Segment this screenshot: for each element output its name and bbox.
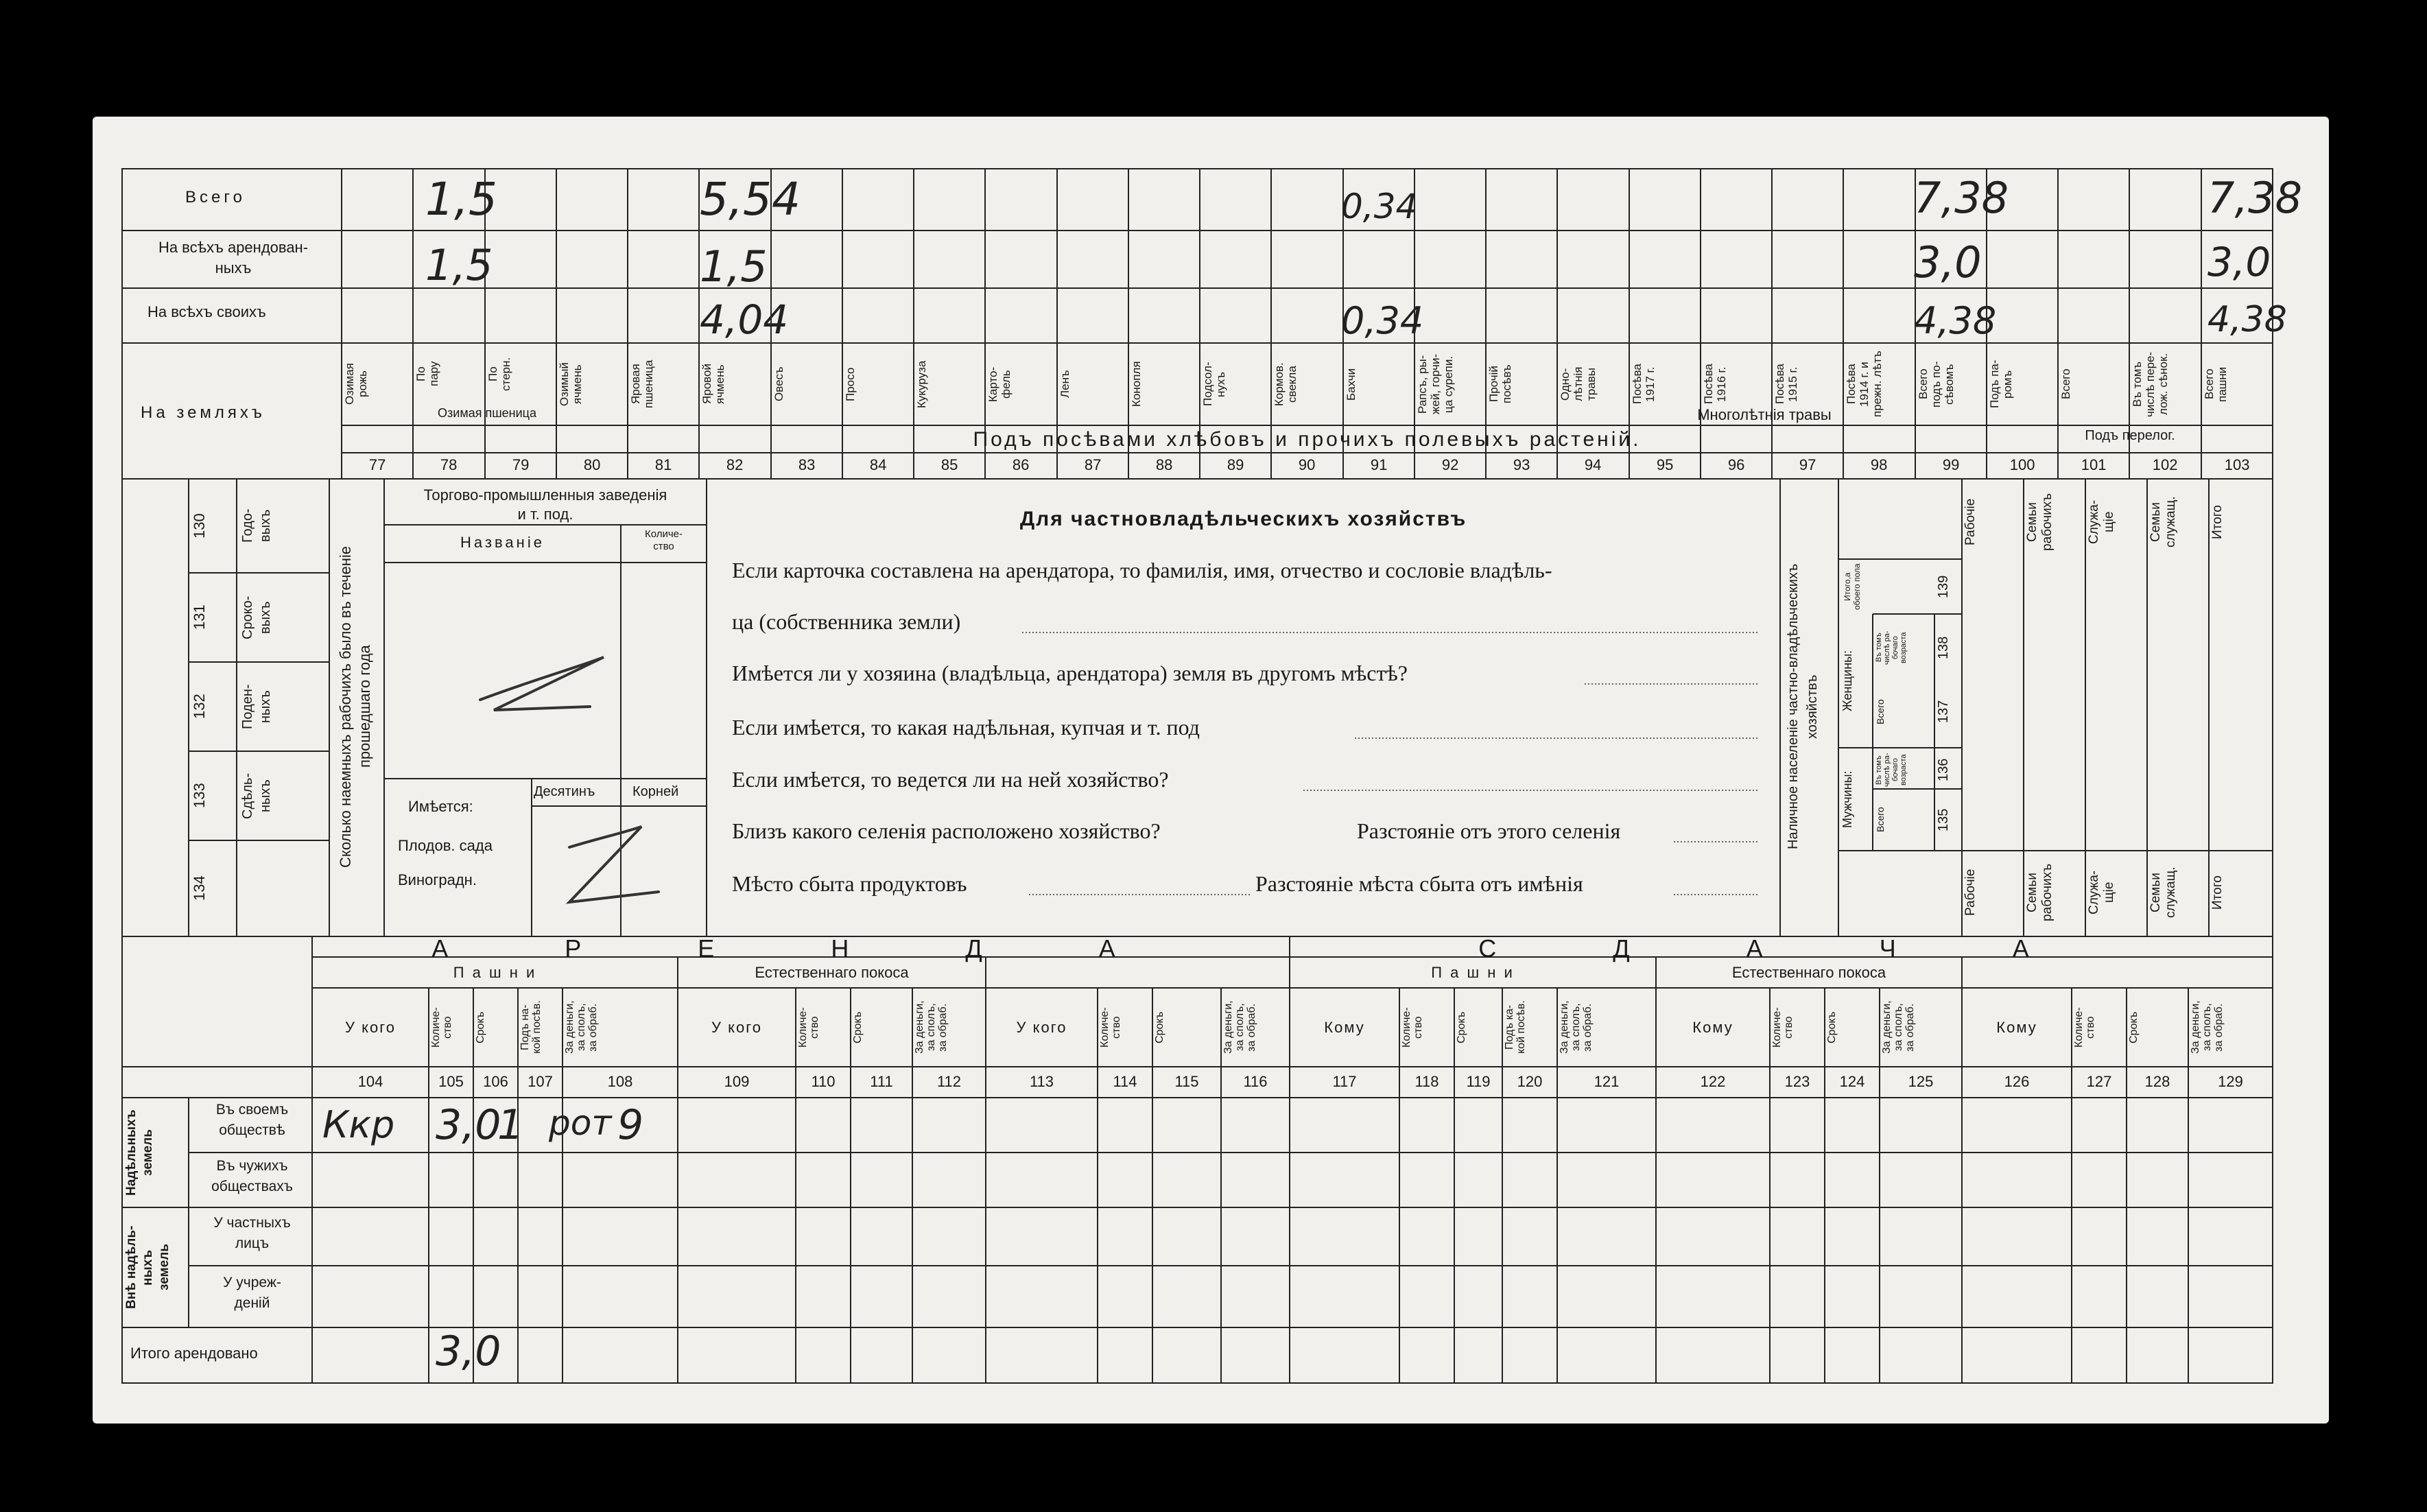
women-work: Въ томъ числѣ ра- бочаго возраста (1875, 630, 1908, 665)
pop-right-col: Семьи служащ. (2148, 866, 2178, 919)
hired-kind: Годо- выхъ (240, 508, 273, 543)
bottom-col-number: 112 (936, 1073, 962, 1090)
hw-row1-who: Ккр (322, 1103, 395, 1146)
top-col-head: Кукуруза (915, 360, 928, 408)
top-col-head: Посѣва 1916 г. (1702, 364, 1728, 405)
pop-num-137: 137 (1936, 700, 1951, 724)
pop-right-col: Итого (2210, 505, 2225, 539)
hw-row1-crop: рот (549, 1103, 612, 1143)
top-col-head: Озимый ячмень (558, 362, 584, 406)
women-vsego: Всего (1875, 699, 1886, 724)
pop-right-col: Семьи рабочихъ (2025, 863, 2055, 922)
bottom-col-number: 127 (2086, 1073, 2112, 1090)
q-market-dist: Разстояніе мѣста сбыта отъ имѣнія (1255, 871, 1583, 896)
pop-right-col: Семьи служащ. (2148, 496, 2178, 548)
hw-total-qty: 3,0 (436, 1327, 501, 1375)
hw-arend-82: 1,5 (700, 241, 768, 292)
top-col-head: Всего пашни (2203, 366, 2229, 402)
sdacha-title: С Д А Ч А (1478, 934, 2084, 962)
top-col-head: Ленъ (1058, 370, 1072, 399)
pop-right-col: Итого (2210, 875, 2225, 910)
group-nadel: Надѣльныхъ земель (124, 1109, 155, 1196)
bottom-col-number: 106 (483, 1073, 508, 1090)
q-other-land: Имѣется ли у хозяина (владѣльца, арендатора) земля въ другомъ мѣстѣ? (732, 661, 1408, 685)
top-col-head: Всего подъ по- сѣвомъ (1917, 361, 1956, 407)
top-col-head: Рапсъ, ры- жей, горчи- ца сурепи. (1416, 353, 1455, 415)
crops-caption: Подъ посѣвами хлѣбовъ и прочихъ полевыхъ растеній. (973, 428, 1642, 451)
top-col-number: 88 (1155, 456, 1173, 473)
women-label: Женщины: (1840, 650, 1854, 712)
top-col-number: 80 (583, 456, 601, 473)
private-title: Для частновладѣльческихъ хозяйствъ (1019, 508, 1467, 530)
hired-kind: Сдѣль- ныхъ (240, 772, 273, 819)
bottom-col-number: 105 (438, 1073, 464, 1090)
bottom-col-number: 113 (1029, 1073, 1054, 1090)
q-owner-1: Если карточка составлена на арендатора, то фамилія, имя, отчество и сословіе владѣль- (732, 558, 1552, 582)
hw-arend-103: 3,0 (2207, 239, 2271, 285)
group-vne: Внѣ надѣль- ныхъ земель (124, 1225, 171, 1310)
bottom-col-number: 126 (2004, 1073, 2030, 1090)
arenda-title: А Р Е Н Д А (431, 934, 1170, 962)
bottom-col-number: 110 (811, 1073, 836, 1090)
top-col-head: Посѣва 1915 г. (1773, 364, 1799, 405)
top-col-number: 96 (1727, 456, 1745, 473)
bottom-col-head: Срокъ (1826, 1011, 1838, 1043)
hw-arend-99: 3,0 (1914, 237, 1982, 287)
top-col-head: Овесъ (772, 366, 785, 402)
top-col-number: 81 (654, 456, 672, 473)
top-col-number: 82 (726, 456, 744, 473)
bottom-col-number: 117 (1332, 1073, 1357, 1090)
bottom-col-head: За деньги, за сполъ, за обраб. (2190, 1000, 2225, 1054)
bottom-col-head: Срокъ (1456, 1011, 1467, 1043)
bottom-col-number: 122 (1700, 1073, 1726, 1090)
total-rented-label: Итого арендовано (130, 1345, 258, 1362)
sub-ozim-wheat: Озимая пшеница (438, 406, 536, 420)
bottom-col-head: За деньги, за сполъ, за обраб. (1559, 1000, 1594, 1054)
men-vsego: Всего (1875, 807, 1886, 833)
q-farming: Если имѣется, то ведется ли на ней хозяйство? (732, 767, 1169, 792)
bottom-col-head: Количе- ство (430, 1007, 453, 1048)
top-col-number: 102 (2152, 456, 2178, 473)
q-village-dist: Разстояніе отъ этого селенія (1357, 818, 1621, 843)
top-col-number: 91 (1370, 456, 1388, 473)
top-col-number: 98 (1870, 456, 1888, 473)
sdacha-pokos: Естественнаго покоса (1731, 964, 1886, 981)
hired-num: 130 (191, 513, 208, 539)
bottom-col-number: 129 (2218, 1073, 2243, 1090)
top-col-number: 92 (1441, 456, 1459, 473)
bottom-col-number: 125 (1908, 1073, 1934, 1090)
q-village: Близъ какого селенія расположено хозяйство? (732, 818, 1161, 843)
bottom-col-number: 114 (1113, 1073, 1137, 1090)
q-owner-2: ца (собственника земли) (732, 609, 961, 634)
top-col-number: 97 (1799, 456, 1816, 473)
top-col-number: 101 (2081, 456, 2107, 473)
pop-right-col: Рабочіе (1963, 498, 1978, 546)
top-col-head: Яровой ячмень (700, 364, 726, 405)
bottom-col-number: 111 (870, 1073, 893, 1090)
top-col-number: 95 (1656, 456, 1674, 473)
arenda-pokos: Естественнаго покоса (755, 964, 909, 981)
pop-num-136: 136 (1936, 758, 1951, 782)
row-label-svoi: На всѣхъ своихъ (147, 303, 266, 320)
bottom-col-head: Количе- ство (1099, 1007, 1122, 1048)
pop-num-135: 135 (1936, 808, 1951, 831)
bottom-col-number: 124 (1839, 1073, 1865, 1090)
top-col-head: Бахчи (1345, 368, 1358, 401)
hw-vsego-99: 7,38 (1914, 173, 2009, 223)
bottom-col-head: Количе- ство (797, 1007, 820, 1048)
row-private: У частныхъ лицъ (213, 1215, 291, 1251)
row-label-vsego: Всего (185, 188, 246, 206)
q-land-type: Если имѣется, то какая надѣльная, купчая и т. под (732, 715, 1200, 740)
hw-row1-term: 1 (497, 1101, 524, 1149)
kornei-head: Корней (632, 784, 679, 799)
bottom-col-head: Кому (1324, 1019, 1365, 1036)
trade-qty-head: Количе- ство (644, 528, 683, 552)
men-label: Мужчины: (1840, 770, 1854, 828)
hw-row1-pay: 9 (617, 1101, 644, 1149)
bottom-col-head: Кому (1996, 1019, 2037, 1036)
hw-svoi-99: 4,38 (1914, 299, 1997, 342)
row-label-zemli: На земляхъ (141, 403, 265, 422)
top-col-number: 103 (2224, 456, 2250, 473)
sub-perelog: Подъ перелог. (2085, 428, 2175, 443)
bottom-col-number: 108 (607, 1073, 633, 1090)
hired-num: 133 (191, 783, 208, 809)
pop-right-col: Служа- щіе (2087, 499, 2116, 545)
row-institutions: У учреж- деній (223, 1275, 281, 1311)
top-col-head: По стерн. (486, 357, 512, 391)
pop-total: Итого,а обоего пола (1843, 563, 1862, 610)
top-col-head: Посѣва 1914 г. и прежн. лѣтъ (1845, 351, 1884, 418)
top-col-head: Карто- фель (986, 366, 1013, 402)
bottom-col-head: Срокъ (1154, 1011, 1165, 1043)
hired-kind: Поден- ныхъ (240, 684, 273, 729)
hw-vsego-103: 7,38 (2207, 173, 2303, 223)
bottom-col-head: За деньги, за сполъ, за обраб. (1222, 1000, 1257, 1054)
hw-arend-78: 1,5 (425, 240, 493, 290)
top-col-head: Посѣва 1917 г. (1631, 364, 1657, 405)
vineyard-label: Виноградн. (398, 871, 477, 888)
top-col-head: Всего (2059, 368, 2072, 400)
hired-num: 132 (191, 694, 208, 720)
top-col-head: По пару (414, 361, 440, 387)
sub-grass: Многолѣтнія травы (1697, 406, 1832, 423)
top-col-number: 89 (1227, 456, 1244, 473)
top-col-number: 99 (1942, 456, 1960, 473)
bottom-col-head: Срокъ (2128, 1011, 2140, 1043)
top-col-number: 94 (1584, 456, 1602, 473)
row-label-arend: На всѣхъ арендован- ныхъ (158, 239, 309, 276)
hw-svoi-91: 0,34 (1341, 299, 1424, 342)
top-col-number: 79 (512, 456, 530, 473)
pop-right-col: Служа- щіе (2087, 870, 2116, 915)
hired-num: 134 (191, 875, 208, 901)
top-col-head: Одно- лѣтнія травы (1559, 366, 1598, 402)
bottom-col-number: 119 (1466, 1073, 1491, 1090)
hw-row1-qty: 3,0 (436, 1101, 501, 1149)
men-work: Въ томъ числѣ ра- бочаго возраста (1875, 753, 1908, 788)
bottom-col-head: За деньги, за сполъ, за обраб. (914, 1000, 949, 1054)
hired-title: Сколько наемныхъ рабочихъ было въ теченіе прошедшаго года (337, 545, 373, 868)
has-label: Имѣется: (408, 798, 473, 815)
bottom-col-head: Срокъ (475, 1011, 486, 1043)
top-col-number: 90 (1298, 456, 1316, 473)
hw-svoi-82: 4,04 (700, 296, 789, 343)
hw-svoi-103: 4,38 (2207, 299, 2287, 340)
garden-label: Плодов. сада (398, 837, 493, 854)
top-col-number: 77 (368, 456, 386, 473)
bottom-col-number: 116 (1243, 1073, 1268, 1090)
hw-vsego-91: 0,34 (1341, 187, 1418, 226)
top-col-head: Яровая пшеница (629, 359, 655, 409)
bottom-col-head: Подъ на- кой посѣв. (519, 1000, 543, 1054)
bottom-col-head: У кого (345, 1019, 396, 1036)
top-col-head: Прочій посѣвъ (1487, 364, 1513, 404)
bottom-col-head: Кому (1692, 1019, 1733, 1036)
arenda-pashni: П а ш н и (453, 964, 537, 981)
top-col-number: 87 (1084, 456, 1102, 473)
hired-kind: Сроко- выхъ (240, 595, 273, 639)
row-other-society: Въ чужихъ обществахъ (211, 1158, 293, 1194)
bottom-col-head: Количе- ство (1771, 1007, 1795, 1048)
hired-num: 131 (191, 604, 208, 630)
top-col-number: 100 (2009, 456, 2035, 473)
bottom-col-number: 120 (1517, 1073, 1543, 1090)
bottom-col-number: 123 (1784, 1073, 1810, 1090)
pop-num-139: 139 (1936, 575, 1951, 598)
pop-right-col: Семьи рабочихъ (2025, 493, 2055, 552)
top-col-head: Въ томъ числѣ пере- лож. сѣнок. (2131, 351, 2170, 417)
top-col-head: Подъ па- ромъ (1988, 359, 2014, 409)
top-col-head: Конопля (1130, 361, 1143, 407)
trade-name-head: Названіе (460, 534, 545, 551)
bottom-col-number: 109 (724, 1073, 750, 1090)
bottom-col-head: У кого (1016, 1019, 1067, 1036)
top-col-number: 86 (1012, 456, 1030, 473)
pop-right-col: Рабочіе (1963, 869, 1978, 917)
bottom-col-head: Срокъ (852, 1011, 864, 1043)
sdacha-pashni: П а ш н и (1431, 964, 1515, 981)
bottom-col-head: Подъ ка- кой посѣв. (1504, 1000, 1527, 1054)
top-col-number: 78 (440, 456, 458, 473)
pop-num-138: 138 (1936, 636, 1951, 659)
trade-title: Торгово-промышленныя заведенія и т. под. (423, 486, 667, 523)
top-col-head: Кормов. свекла (1272, 362, 1299, 406)
hw-vsego-78: 1,5 (425, 173, 497, 226)
bottom-col-head: За деньги, за сполъ, за обраб. (1881, 1000, 1916, 1054)
top-col-head: Просо (844, 367, 857, 401)
hw-vsego-82: 5,54 (700, 173, 801, 226)
top-col-number: 83 (798, 456, 816, 473)
top-col-number: 85 (940, 456, 958, 473)
population-title: Наличное населеніе частно-владѣльческихъ хозяйствъ (1786, 563, 1820, 850)
bottom-col-head: За деньги, за сполъ, за обраб. (564, 1000, 599, 1054)
bottom-col-number: 121 (1594, 1073, 1620, 1090)
bottom-col-number: 118 (1414, 1073, 1439, 1090)
top-col-head: Подсол- нухъ (1201, 362, 1227, 407)
bottom-col-number: 128 (2144, 1073, 2170, 1090)
row-own-society: Въ своемъ обществѣ (215, 1102, 289, 1138)
bottom-col-head: Количе- ство (1401, 1007, 1424, 1048)
bottom-col-number: 104 (357, 1073, 383, 1090)
q-market: Мѣсто сбыта продуктовъ (732, 871, 967, 896)
top-col-number: 93 (1513, 456, 1530, 473)
top-col-head: Озимая рожь (343, 363, 369, 405)
top-col-number: 84 (869, 456, 887, 473)
bottom-col-head: У кого (711, 1019, 762, 1036)
bottom-col-number: 115 (1174, 1073, 1199, 1090)
bottom-col-head: Количе- ство (2073, 1007, 2096, 1048)
bottom-col-number: 107 (528, 1073, 553, 1090)
desyatin-head: Десятинъ (534, 784, 595, 799)
